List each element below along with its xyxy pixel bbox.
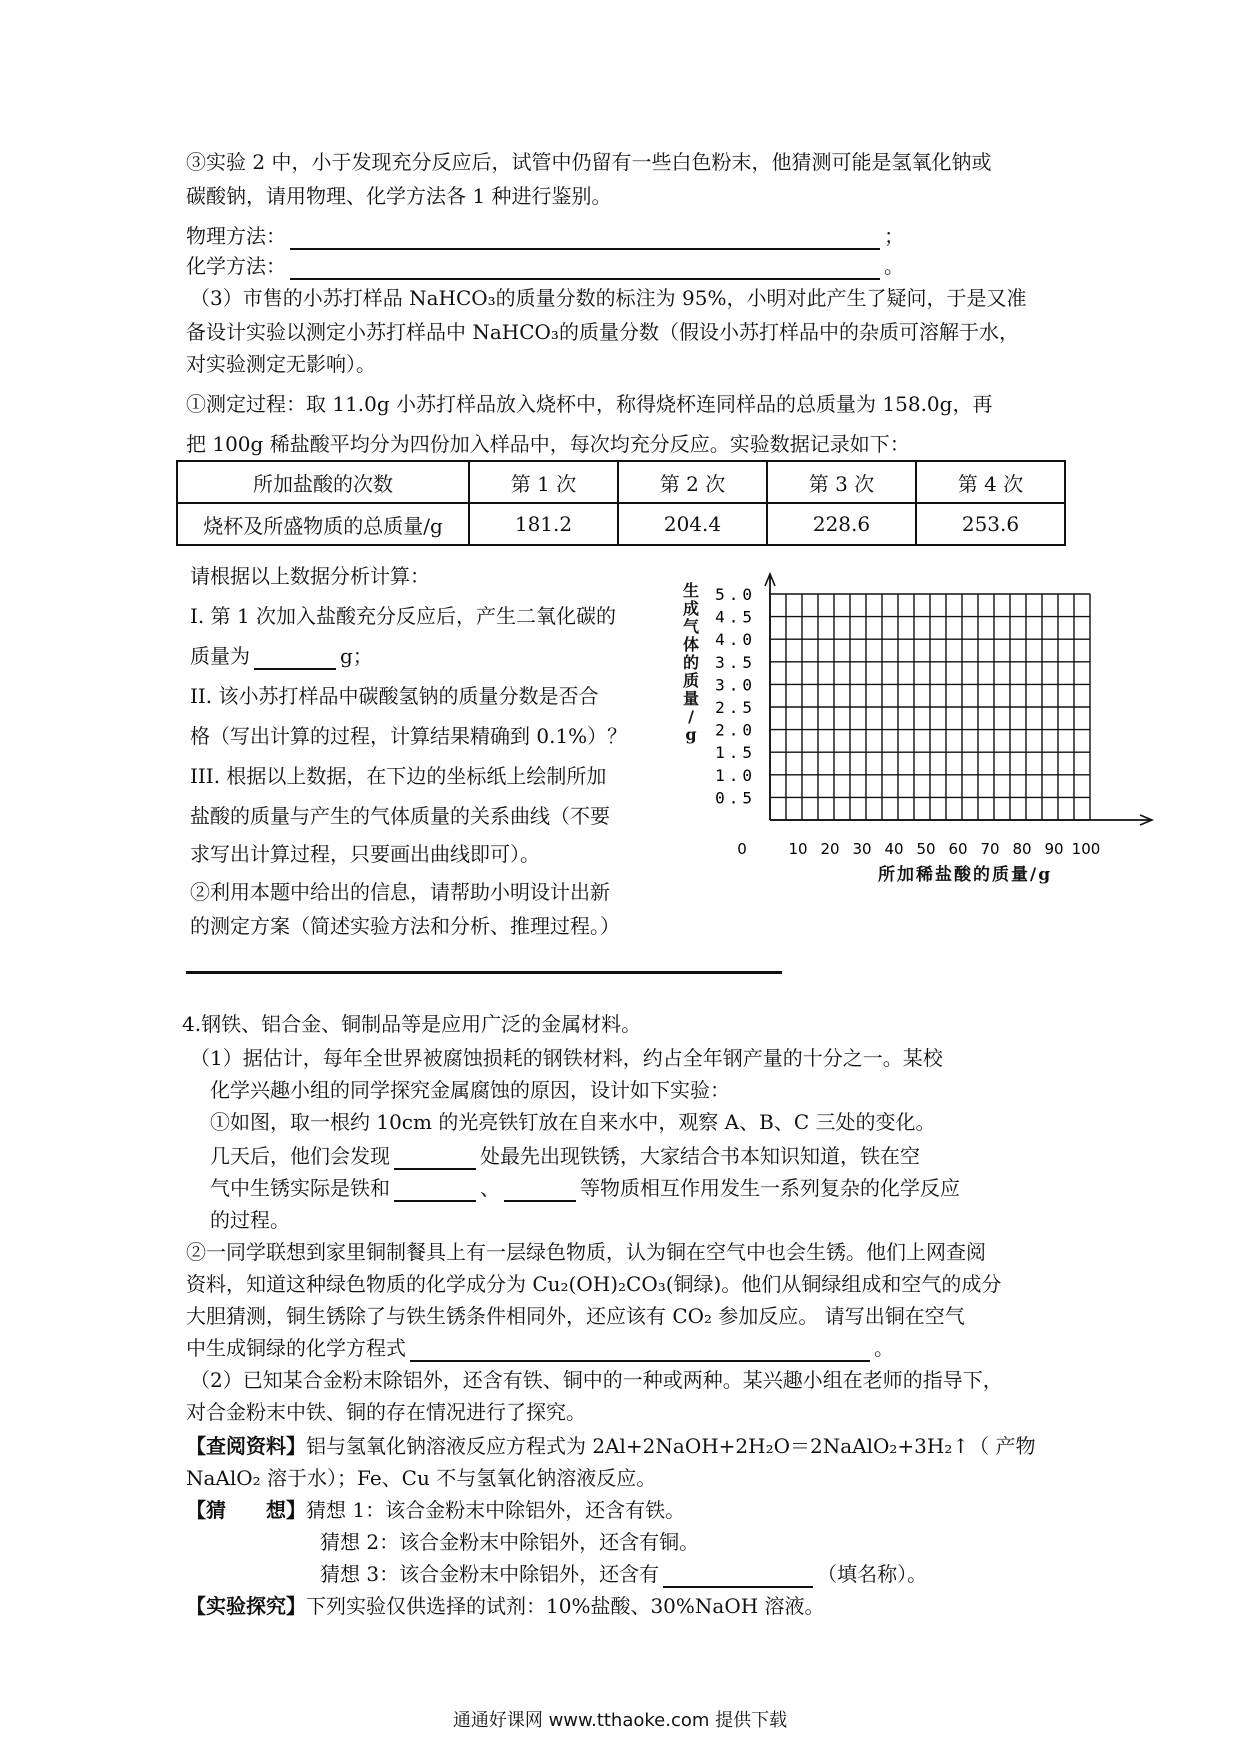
rust-cond-text-a: 气中生锈实际是铁和 — [210, 1176, 390, 1200]
chart-ylabel-char: 体 — [682, 635, 699, 654]
y-tick-label: 5.0 — [715, 585, 756, 604]
guess3-blank[interactable] — [663, 1566, 813, 1588]
part4-line-4 — [210, 1142, 920, 1170]
physical-method-end: ； — [884, 224, 904, 248]
chart-ylabel-char: 质 — [682, 671, 699, 690]
x-tick-label: 80 — [1012, 840, 1032, 858]
table-cell: 253.6 — [916, 503, 1065, 545]
coordinate-grid[interactable] — [700, 570, 1160, 860]
physical-method-row — [186, 222, 904, 250]
part4-line-8: 资料，知道这种绿色物质的化学成分为 Cu₂(OH)₂CO₃(铜绿)。他们从铜绿组成和空气的成分 — [186, 1272, 1002, 1296]
x-tick-label: 30 — [852, 840, 872, 858]
x-tick-label: 0 — [737, 840, 747, 858]
chart-ylabel — [680, 582, 702, 744]
x-tick-label: 60 — [948, 840, 968, 858]
physical-method-blank[interactable] — [290, 228, 880, 250]
x-tick-label: 20 — [820, 840, 840, 858]
chart-ylabel-char: 气 — [682, 617, 699, 636]
x-tick-label: 70 — [980, 840, 1000, 858]
chart-ylabel-char: 的 — [682, 653, 699, 672]
footer: 通通好课网 www.tthaoke.com 提供下载 — [452, 1710, 788, 1731]
part4-line-9: 大胆猜测，铜生锈除了与铁生锈条件相同外，还应该有 CO₂ 参加反应。 请写出铜在空气 — [186, 1304, 965, 1328]
x-tick-label: 90 — [1044, 840, 1064, 858]
reference-tag: 【查阅资料】 — [186, 1434, 306, 1458]
section3-line-3: 对实验测定无影响）。 — [186, 352, 376, 376]
chemical-method-row — [186, 252, 904, 280]
q-ii-line-1: II. 该小苏打样品中碳酸氢钠的质量分数是否合 — [190, 684, 599, 708]
q3-line-1: ③实验 2 中，小于发现充分反应后，试管中仍留有一些白色粉末，他猜测可能是氢氧化钠或 — [186, 150, 992, 174]
q3-line-2: 碳酸钠，请用物理、化学方法各 1 种进行鉴别。 — [186, 184, 612, 208]
x-tick-label: 50 — [916, 840, 936, 858]
equation-blank[interactable] — [410, 1340, 870, 1362]
guess-row-2: 猜想 2：该合金粉末中除铝外，还含有铜。 — [320, 1530, 700, 1554]
y-tick-label: 1.0 — [715, 765, 756, 785]
chart-ylabel-char: 生 — [682, 581, 699, 600]
y-tick-label: 1.5 — [715, 743, 756, 763]
guess-3-end: （填名称）。 — [817, 1562, 928, 1586]
y-tick-label: 0.5 — [715, 788, 756, 808]
procedure-line-2: 把 100g 稀盐酸平均分为四份加入样品中，每次均充分反应。实验数据记录如下： — [186, 432, 910, 456]
part4-line-2: 化学兴趣小组的同学探究金属腐蚀的原因，设计如下实验： — [210, 1078, 730, 1102]
answer-line[interactable] — [186, 971, 782, 974]
chart-xlabel: 所加稀盐酸的质量/g — [878, 865, 1053, 885]
y-tick-label: 3.0 — [715, 675, 756, 695]
reference-text: 铝与氢氧化钠溶液反应方程式为 2Al+2NaOH+2H₂O＝2NaAlO₂+3H₂↑（ 产物 — [306, 1434, 1036, 1458]
q-i-line-1: I. 第 1 次加入盐酸充分反应后，产生二氧化碳的 — [190, 604, 617, 628]
experiment-tag: 【实验探究】 — [186, 1594, 306, 1618]
part4-line-6: 的过程。 — [210, 1208, 290, 1232]
x-tick-label: 40 — [884, 840, 904, 858]
x-tick-label: 10 — [788, 840, 808, 858]
table-cell: 第 3 次 — [767, 461, 916, 503]
table-cell: 烧杯及所盛物质的总质量/g — [177, 503, 469, 545]
chart-ylabel-char: 量 — [682, 689, 699, 708]
chemical-method-blank[interactable] — [290, 258, 880, 280]
rust-location-blank[interactable] — [394, 1148, 476, 1170]
x-tick-label: 100 — [1071, 840, 1101, 858]
chemical-method-end: 。 — [884, 254, 904, 278]
table-cell: 204.4 — [618, 503, 767, 545]
q-ii-line-2: 格（写出计算的过程，计算结果精确到 0.1%）？ — [190, 724, 628, 748]
reference-row — [186, 1432, 1035, 1460]
guess-row-3 — [320, 1560, 927, 1588]
q-iii-line-1: III. 根据以上数据，在下边的坐标纸上绘制所加 — [190, 764, 607, 788]
equation-end: 。 — [874, 1336, 894, 1360]
q-iii-line-2: 盐酸的质量与产生的气体质量的关系曲线（不要 — [190, 804, 610, 828]
part4-line-10 — [186, 1334, 894, 1362]
part4-line-3: ①如图，取一根约 10cm 的光亮铁钉放在自来水中，观察 A、B、C 三处的变化。 — [210, 1110, 936, 1134]
co2-mass-blank[interactable] — [254, 648, 336, 670]
chart-ylabel-char: 成 — [682, 599, 699, 618]
experiment-text: 下列实验仅供选择的试剂：10%盐酸、30%NaOH 溶液。 — [306, 1594, 825, 1618]
table-cell: 181.2 — [469, 503, 618, 545]
part4-line-12: 对合金粉末中铁、铜的存在情况进行了探究。 — [186, 1400, 586, 1424]
table-cell: 第 4 次 — [916, 461, 1065, 503]
part4-line-11: （2）已知某合金粉末除铝外，还含有铁、铜中的一种或两种。某兴趣小组在老师的指导下， — [190, 1368, 1003, 1392]
rust-cond-text-c: 等物质相互作用发生一系列复杂的化学反应 — [580, 1176, 960, 1200]
table-cell: 228.6 — [767, 503, 916, 545]
procedure-line-1: ①测定过程：取 11.0g 小苏打样品放入烧杯中，称得烧杯连同样品的总质量为 158.0g，再 — [186, 392, 993, 416]
chart-ylabel-char: / — [688, 707, 694, 726]
part4-line-7: ②一同学联想到家里铜制餐具上有一层绿色物质，认为铜在空气中也会生锈。他们上网查阅 — [186, 1240, 986, 1264]
chemical-method-label: 化学方法： — [186, 254, 286, 278]
table-row — [177, 461, 1065, 503]
guess-tag: 【猜 想】 — [186, 1498, 306, 1522]
table-cell: 第 2 次 — [618, 461, 767, 503]
section3-line-1: （3）市售的小苏打样品 NaHCO₃的质量分数的标注为 95%，小明对此产生了疑问，于是又准 — [190, 286, 1027, 310]
q-i-label: 质量为 — [190, 644, 250, 668]
y-tick-label: 4.0 — [715, 630, 756, 650]
guess-3: 猜想 3：该合金粉末中除铝外，还含有 — [320, 1562, 660, 1586]
y-tick-label: 2.0 — [715, 720, 756, 740]
rust-cond-sep: 、 — [480, 1176, 500, 1200]
physical-method-label: 物理方法： — [186, 224, 286, 248]
analyze-prompt: 请根据以上数据分析计算： — [190, 564, 430, 588]
part4-line-5 — [210, 1174, 960, 1202]
q2-line-2: 的测定方案（简述实验方法和分析、推理过程。） — [190, 914, 620, 938]
chart-ylabel-char: g — [685, 725, 697, 744]
equation-label: 中生成铜绿的化学方程式 — [186, 1336, 406, 1360]
y-tick-label: 3.5 — [715, 652, 756, 672]
reference-row-2: NaAlO₂ 溶于水）；Fe、Cu 不与氢氧化钠溶液反应。 — [186, 1466, 657, 1490]
y-tick-label: 2.5 — [715, 698, 756, 717]
rust-text-b: 处最先出现铁锈，大家结合书本知识知道，铁在空 — [480, 1144, 920, 1168]
part4-line-1: （1）据估计，每年全世界被腐蚀损耗的钢铁材料，约占全年钢产量的十分之一。某校 — [190, 1046, 943, 1070]
section3-line-2: 备设计实验以测定小苏打样品中 NaHCO₃的质量分数（假设小苏打样品中的杂质可溶解于水， — [186, 320, 1019, 344]
q-i-unit: g； — [340, 644, 373, 668]
y-tick-label: 4.5 — [715, 607, 756, 627]
rust-substance-blank-1[interactable] — [394, 1180, 476, 1202]
data-table — [176, 460, 1066, 546]
table-row — [177, 503, 1065, 545]
table-cell: 第 1 次 — [469, 461, 618, 503]
table-cell: 所加盐酸的次数 — [177, 461, 469, 503]
q2-line-1: ②利用本题中给出的信息，请帮助小明设计出新 — [190, 880, 610, 904]
part4-title: 4.钢铁、铝合金、铜制品等是应用广泛的金属材料。 — [182, 1012, 642, 1036]
q-i-line-2 — [190, 642, 373, 670]
guess-1: 猜想 1：该合金粉末中除铝外，还含有铁。 — [306, 1498, 686, 1522]
rust-substance-blank-2[interactable] — [504, 1180, 576, 1202]
q-iii-line-3: 求写出计算过程，只要画出曲线即可）。 — [190, 842, 540, 866]
experiment-row — [186, 1592, 825, 1620]
guess-row-1 — [186, 1496, 685, 1524]
rust-text-a: 几天后，他们会发现 — [210, 1144, 390, 1168]
